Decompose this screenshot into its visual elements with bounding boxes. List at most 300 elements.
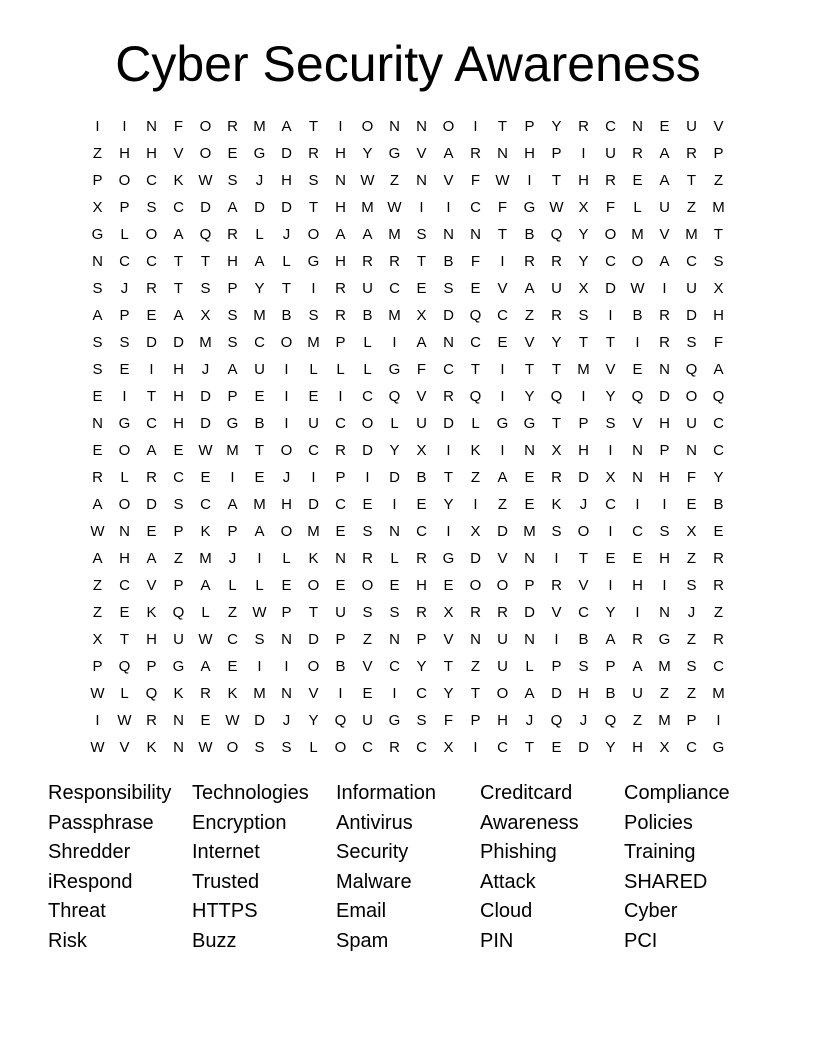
grid-letter: T: [443, 658, 454, 675]
grid-letter: N: [470, 631, 481, 648]
grid-letter: Q: [172, 604, 185, 621]
word-list-item: Attack: [480, 870, 536, 893]
grid-letter: L: [120, 685, 129, 702]
letter-grid: [84, 113, 732, 761]
grid-letter: L: [282, 550, 291, 567]
grid-letter: C: [416, 685, 427, 702]
grid-letter: D: [578, 469, 589, 486]
grid-letter: S: [416, 226, 427, 243]
grid-letter: M: [253, 118, 266, 135]
word-list-item: Internet: [192, 841, 260, 864]
grid-letter: R: [713, 550, 724, 567]
grid-letter: V: [713, 118, 724, 135]
grid-letter: D: [362, 442, 373, 459]
grid-letter: P: [659, 442, 670, 459]
grid-letter: E: [254, 388, 265, 405]
grid-letter: H: [524, 145, 535, 162]
grid-letter: I: [311, 280, 316, 297]
grid-letter: O: [145, 226, 158, 243]
grid-letter: H: [659, 415, 670, 432]
grid-letter: N: [389, 631, 400, 648]
grid-letter: C: [497, 739, 508, 756]
grid-letter: E: [632, 361, 643, 378]
grid-letter: E: [416, 280, 427, 297]
grid-letter: V: [659, 226, 670, 243]
grid-letter: S: [443, 280, 454, 297]
grid-letter: R: [362, 253, 373, 270]
grid-letter: R: [659, 334, 670, 351]
grid-letter: Z: [686, 199, 697, 216]
grid-letter: M: [658, 712, 671, 729]
grid-letter: T: [200, 253, 211, 270]
grid-letter: D: [254, 199, 265, 216]
grid-letter: M: [199, 334, 212, 351]
grid-letter: H: [173, 361, 184, 378]
grid-letter: T: [497, 226, 508, 243]
grid-letter: O: [685, 388, 698, 405]
grid-letter: P: [335, 334, 346, 351]
grid-letter: I: [338, 388, 343, 405]
grid-letter: C: [605, 496, 616, 513]
grid-letter: I: [419, 199, 424, 216]
grid-letter: J: [579, 496, 588, 513]
grid-letter: Q: [604, 712, 617, 729]
word-list-item: Creditcard: [480, 782, 573, 804]
grid-letter: C: [308, 442, 319, 459]
grid-letter: M: [685, 226, 698, 243]
grid-letter: B: [281, 307, 292, 324]
grid-letter: I: [635, 496, 640, 513]
grid-letter: D: [200, 199, 211, 216]
grid-letter: P: [605, 658, 616, 675]
grid-letter: G: [496, 415, 509, 432]
grid-letter: C: [173, 469, 184, 486]
grid-letter: N: [659, 604, 670, 621]
grid-letter: W: [90, 739, 105, 756]
grid-letter: W: [225, 712, 240, 729]
grid-letter: D: [524, 604, 535, 621]
grid-letter: S: [713, 253, 724, 270]
grid-letter: R: [551, 469, 562, 486]
grid-letter: Z: [524, 307, 535, 324]
grid-letter: R: [551, 307, 562, 324]
grid-letter: A: [200, 658, 211, 675]
grid-letter: D: [281, 199, 292, 216]
grid-letter: N: [524, 442, 535, 459]
grid-letter: C: [146, 253, 157, 270]
grid-letter: N: [281, 685, 292, 702]
grid-letter: T: [308, 199, 319, 216]
word-list-item: Responsibility: [48, 782, 172, 804]
grid-letter: K: [227, 685, 238, 702]
grid-letter: G: [523, 199, 536, 216]
grid-letter: R: [470, 145, 481, 162]
grid-letter: C: [362, 388, 373, 405]
grid-letter: R: [146, 469, 157, 486]
grid-letter: S: [281, 739, 292, 756]
grid-letter: S: [389, 604, 400, 621]
grid-letter: R: [551, 253, 562, 270]
grid-letter: H: [497, 712, 508, 729]
grid-letter: U: [254, 361, 265, 378]
grid-letter: X: [686, 523, 697, 540]
grid-letter: U: [362, 712, 373, 729]
word-list-item: PCI: [624, 929, 658, 952]
grid-letter: O: [604, 226, 617, 243]
grid-letter: T: [173, 253, 184, 270]
grid-letter: E: [524, 469, 535, 486]
grid-letter: Y: [551, 118, 562, 135]
grid-letter: X: [659, 739, 670, 756]
grid-letter: R: [335, 442, 346, 459]
grid-letter: P: [92, 172, 103, 189]
grid-letter: R: [335, 280, 346, 297]
grid-letter: N: [92, 253, 103, 270]
grid-letter: V: [308, 685, 319, 702]
grid-letter: H: [659, 469, 670, 486]
word-list-item: Training: [624, 841, 696, 864]
grid-letter: M: [307, 334, 320, 351]
grid-letter: I: [581, 145, 586, 162]
grid-letter: I: [473, 118, 478, 135]
grid-letter: W: [117, 712, 132, 729]
grid-letter: X: [713, 280, 724, 297]
grid-letter: Q: [550, 712, 563, 729]
grid-letter: C: [335, 415, 346, 432]
word-list-item: Security: [336, 841, 409, 864]
grid-letter: O: [307, 577, 320, 594]
grid-letter: O: [469, 577, 482, 594]
grid-letter: S: [200, 280, 211, 297]
word-list-item: Awareness: [480, 811, 579, 834]
grid-letter: A: [227, 199, 238, 216]
grid-letter: O: [118, 442, 131, 459]
grid-letter: L: [120, 469, 129, 486]
grid-letter: X: [416, 442, 427, 459]
grid-letter: H: [578, 172, 589, 189]
grid-letter: S: [686, 577, 697, 594]
grid-letter: P: [524, 118, 535, 135]
grid-letter: R: [92, 469, 103, 486]
grid-letter: L: [309, 361, 318, 378]
grid-letter: A: [443, 145, 454, 162]
grid-letter: H: [578, 442, 589, 459]
word-list-item: Phishing: [480, 841, 557, 864]
grid-letter: C: [470, 334, 481, 351]
grid-letter: I: [95, 118, 100, 135]
grid-letter: Z: [659, 685, 670, 702]
grid-letter: O: [496, 685, 509, 702]
grid-letter: I: [365, 469, 370, 486]
grid-letter: W: [387, 199, 402, 216]
grid-letter: V: [146, 577, 157, 594]
grid-letter: Y: [362, 145, 373, 162]
grid-letter: S: [173, 496, 184, 513]
grid-letter: H: [146, 145, 157, 162]
grid-letter: P: [173, 577, 184, 594]
grid-letter: H: [119, 550, 130, 567]
grid-letter: E: [92, 388, 103, 405]
grid-letter: G: [253, 145, 266, 162]
grid-letter: T: [308, 604, 319, 621]
grid-letter: M: [253, 685, 266, 702]
grid-letter: I: [95, 712, 100, 729]
grid-letter: I: [500, 361, 505, 378]
word-list-item: Cyber: [624, 900, 678, 923]
grid-letter: D: [578, 739, 589, 756]
grid-letter: F: [470, 172, 481, 189]
grid-letter: O: [118, 172, 131, 189]
grid-letter: R: [416, 550, 427, 567]
grid-letter: C: [173, 199, 184, 216]
grid-letter: T: [551, 172, 562, 189]
word-list-item: Trusted: [192, 870, 260, 893]
grid-letter: V: [443, 631, 454, 648]
grid-letter: I: [284, 415, 289, 432]
grid-letter: V: [632, 415, 643, 432]
grid-letter: I: [473, 496, 478, 513]
grid-letter: I: [446, 523, 451, 540]
grid-letter: B: [362, 307, 373, 324]
grid-letter: Z: [713, 172, 724, 189]
grid-letter: A: [605, 631, 616, 648]
grid-letter: R: [362, 550, 373, 567]
grid-letter: N: [632, 469, 643, 486]
grid-letter: S: [605, 415, 616, 432]
grid-letter: M: [388, 307, 401, 324]
grid-letter: C: [578, 604, 589, 621]
grid-letter: T: [470, 361, 481, 378]
grid-letter: N: [632, 442, 643, 459]
grid-letter: C: [200, 496, 211, 513]
grid-letter: H: [335, 145, 346, 162]
grid-letter: S: [227, 307, 238, 324]
grid-letter: O: [577, 523, 590, 540]
grid-letter: A: [524, 280, 535, 297]
grid-letter: I: [257, 550, 262, 567]
grid-letter: R: [308, 145, 319, 162]
grid-letter: V: [416, 388, 427, 405]
grid-letter: E: [335, 523, 346, 540]
grid-letter: L: [336, 361, 345, 378]
grid-letter: E: [389, 577, 400, 594]
grid-letter: I: [500, 253, 505, 270]
grid-letter: N: [173, 712, 184, 729]
grid-letter: L: [201, 604, 210, 621]
grid-letter: E: [362, 496, 373, 513]
grid-letter: P: [227, 280, 238, 297]
grid-letter: G: [172, 658, 185, 675]
grid-letter: V: [605, 361, 616, 378]
word-list-item: Risk: [48, 929, 87, 952]
grid-letter: M: [226, 442, 239, 459]
grid-letter: N: [686, 442, 697, 459]
grid-letter: V: [551, 604, 562, 621]
grid-letter: N: [281, 631, 292, 648]
grid-letter: A: [659, 253, 670, 270]
grid-letter: E: [200, 469, 211, 486]
grid-letter: S: [92, 334, 103, 351]
grid-letter: A: [362, 226, 373, 243]
grid-letter: N: [389, 523, 400, 540]
grid-letter: X: [92, 631, 103, 648]
grid-letter: C: [254, 334, 265, 351]
grid-letter: R: [605, 172, 616, 189]
grid-letter: A: [146, 550, 157, 567]
grid-letter: W: [360, 172, 375, 189]
grid-letter: A: [281, 118, 292, 135]
grid-letter: R: [524, 253, 535, 270]
grid-letter: J: [255, 172, 264, 189]
grid-letter: Q: [118, 658, 131, 675]
grid-letter: U: [686, 118, 697, 135]
grid-letter: Q: [469, 307, 482, 324]
grid-letter: C: [632, 523, 643, 540]
grid-letter: P: [470, 712, 481, 729]
grid-letter: I: [311, 469, 316, 486]
grid-letter: I: [662, 496, 667, 513]
grid-letter: C: [146, 172, 157, 189]
grid-letter: C: [389, 658, 400, 675]
grid-letter: C: [605, 118, 616, 135]
grid-letter: A: [713, 361, 724, 378]
grid-letter: A: [254, 523, 265, 540]
grid-letter: J: [579, 712, 588, 729]
grid-letter: T: [713, 226, 724, 243]
grid-letter: T: [470, 685, 481, 702]
grid-letter: E: [470, 280, 481, 297]
grid-letter: Y: [389, 442, 400, 459]
grid-letter: D: [470, 550, 481, 567]
grid-letter: W: [90, 523, 105, 540]
grid-letter: E: [281, 577, 292, 594]
grid-letter: E: [119, 361, 130, 378]
grid-letter: I: [338, 118, 343, 135]
grid-letter: Q: [550, 388, 563, 405]
grid-letter: S: [416, 712, 427, 729]
grid-letter: I: [581, 388, 586, 405]
grid-letter: G: [523, 415, 536, 432]
grid-letter: P: [173, 523, 184, 540]
grid-letter: C: [146, 415, 157, 432]
grid-letter: S: [92, 361, 103, 378]
grid-letter: J: [228, 550, 237, 567]
grid-letter: S: [659, 523, 670, 540]
grid-letter: G: [226, 415, 239, 432]
grid-letter: I: [662, 280, 667, 297]
grid-letter: Y: [254, 280, 265, 297]
grid-letter: K: [146, 739, 157, 756]
grid-letter: B: [632, 307, 643, 324]
grid-letter: E: [632, 172, 643, 189]
grid-letter: U: [686, 280, 697, 297]
grid-letter: L: [282, 253, 291, 270]
grid-letter: A: [335, 226, 346, 243]
grid-letter: W: [549, 199, 564, 216]
grid-letter: P: [92, 658, 103, 675]
grid-letter: C: [713, 442, 724, 459]
grid-letter: L: [228, 577, 237, 594]
grid-letter: D: [308, 496, 319, 513]
grid-letter: N: [92, 415, 103, 432]
grid-letter: A: [524, 685, 535, 702]
grid-letter: B: [578, 631, 589, 648]
grid-letter: I: [554, 631, 559, 648]
grid-letter: G: [388, 361, 401, 378]
grid-letter: P: [551, 145, 562, 162]
grid-letter: H: [281, 172, 292, 189]
grid-letter: D: [497, 523, 508, 540]
grid-letter: E: [713, 523, 724, 540]
grid-letter: R: [578, 118, 589, 135]
grid-letter: M: [523, 523, 536, 540]
grid-letter: E: [497, 334, 508, 351]
grid-letter: Q: [388, 388, 401, 405]
grid-letter: Q: [631, 388, 644, 405]
grid-letter: H: [335, 199, 346, 216]
grid-letter: I: [554, 550, 559, 567]
grid-letter: H: [416, 577, 427, 594]
word-list-item: PIN: [480, 929, 514, 952]
grid-letter: E: [551, 739, 562, 756]
grid-letter: B: [605, 685, 616, 702]
grid-letter: R: [200, 685, 211, 702]
grid-letter: E: [146, 307, 157, 324]
grid-letter: C: [686, 739, 697, 756]
grid-letter: R: [416, 604, 427, 621]
grid-letter: E: [416, 496, 427, 513]
grid-letter: E: [92, 442, 103, 459]
grid-letter: Q: [199, 226, 212, 243]
grid-letter: T: [578, 550, 589, 567]
grid-letter: K: [200, 523, 211, 540]
grid-letter: Y: [578, 226, 589, 243]
grid-letter: E: [146, 523, 157, 540]
grid-letter: O: [118, 496, 131, 513]
grid-letter: J: [201, 361, 210, 378]
grid-letter: T: [119, 631, 130, 648]
grid-letter: P: [686, 712, 697, 729]
grid-letter: F: [416, 361, 427, 378]
grid-letter: Z: [389, 172, 400, 189]
grid-letter: E: [335, 577, 346, 594]
grid-letter: U: [497, 658, 508, 675]
grid-letter: E: [686, 496, 697, 513]
word-list-item: Passphrase: [48, 811, 154, 834]
grid-letter: D: [659, 388, 670, 405]
grid-letter: A: [416, 334, 427, 351]
grid-letter: O: [631, 253, 644, 270]
grid-letter: N: [443, 226, 454, 243]
grid-letter: L: [120, 226, 129, 243]
word-list-item: Malware: [336, 870, 412, 893]
grid-letter: O: [280, 334, 293, 351]
grid-letter: O: [334, 739, 347, 756]
grid-letter: N: [632, 118, 643, 135]
grid-letter: O: [280, 523, 293, 540]
word-list-item: Policies: [624, 811, 693, 834]
grid-letter: R: [470, 604, 481, 621]
grid-letter: B: [524, 226, 535, 243]
grid-letter: C: [443, 361, 454, 378]
grid-letter: N: [335, 550, 346, 567]
grid-letter: H: [632, 577, 643, 594]
grid-letter: T: [416, 253, 427, 270]
grid-letter: I: [284, 658, 289, 675]
grid-letter: Y: [443, 496, 454, 513]
grid-letter: I: [392, 685, 397, 702]
grid-letter: R: [659, 307, 670, 324]
